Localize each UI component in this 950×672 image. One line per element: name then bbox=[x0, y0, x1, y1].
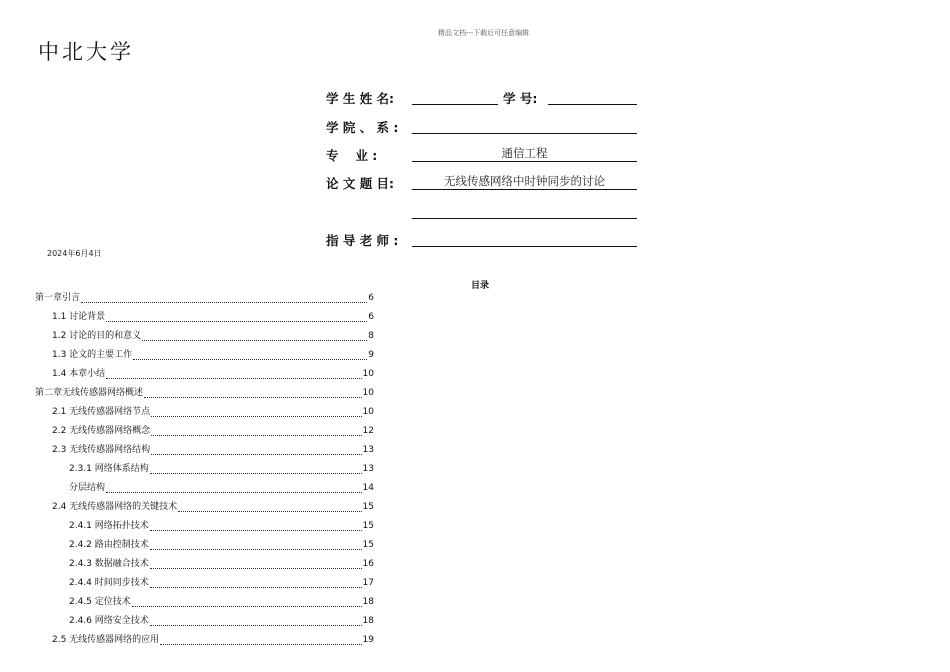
toc-leader-dots bbox=[150, 578, 362, 588]
toc-entry-page: 14 bbox=[362, 483, 374, 493]
toc-leader-dots bbox=[151, 426, 361, 436]
toc-entry-page: 9 bbox=[368, 350, 374, 360]
toc-entry-page: 10 bbox=[362, 369, 374, 379]
toc-entry-page: 15 bbox=[362, 521, 374, 531]
toc-entry-text: 第二章无线传感器网络概述 bbox=[35, 388, 144, 398]
toc-leader-dots bbox=[144, 388, 362, 398]
toc-entry[interactable] bbox=[69, 536, 374, 550]
student-id-field bbox=[548, 89, 637, 105]
toc-entry-text: 2.3.1 网络体系结构 bbox=[69, 464, 149, 474]
toc-entry-page: 6 bbox=[368, 293, 374, 303]
student-id-label: 学 号: bbox=[503, 91, 538, 106]
thesis-title-field: 无线传感网络中时钟同步的讨论 bbox=[412, 174, 637, 190]
toc-entry[interactable] bbox=[69, 479, 374, 493]
toc-entry-page: 13 bbox=[362, 464, 374, 474]
toc-leader-dots bbox=[150, 540, 362, 550]
toc-entry-page: 6 bbox=[368, 312, 374, 322]
toc-entry-text: 分层结构 bbox=[69, 483, 106, 493]
toc-leader-dots bbox=[132, 597, 362, 607]
toc-entry-page: 10 bbox=[362, 388, 374, 398]
toc-entry[interactable] bbox=[52, 365, 374, 379]
toc-entry-text: 1.1 讨论背景 bbox=[52, 312, 106, 322]
toc-entry[interactable] bbox=[35, 384, 374, 398]
toc-leader-dots bbox=[150, 559, 362, 569]
college-field bbox=[412, 118, 637, 134]
toc-entry-page: 13 bbox=[362, 445, 374, 455]
college-label: 学 院 、 系 : bbox=[326, 120, 399, 135]
toc-entry[interactable] bbox=[52, 631, 374, 645]
toc-entry[interactable] bbox=[52, 422, 374, 436]
watermark-text: 精品文档---下载后可任意编辑 bbox=[438, 29, 530, 37]
advisor-field bbox=[412, 231, 637, 247]
toc-entry[interactable] bbox=[69, 593, 374, 607]
toc-entry[interactable] bbox=[52, 327, 374, 341]
student-name-field bbox=[412, 89, 498, 105]
toc-entry-page: 18 bbox=[362, 597, 374, 607]
major-label: 专 业 : bbox=[326, 148, 378, 163]
toc-entry[interactable] bbox=[69, 574, 374, 588]
toc-entry-text: 2.5 无线传感器网络的应用 bbox=[52, 635, 160, 645]
toc-leader-dots bbox=[150, 616, 362, 626]
toc-leader-dots bbox=[81, 293, 367, 303]
toc-leader-dots bbox=[150, 464, 362, 474]
toc-leader-dots bbox=[106, 312, 367, 322]
toc-leader-dots bbox=[133, 350, 367, 360]
toc-entry-page: 12 bbox=[362, 426, 374, 436]
advisor-label: 指 导 老 师 : bbox=[326, 233, 399, 248]
major-field: 通信工程 bbox=[412, 146, 637, 162]
toc-entry-text: 1.2 讨论的目的和意义 bbox=[52, 331, 142, 341]
toc-entry-text: 1.4 本章小结 bbox=[52, 369, 106, 379]
toc-entry-text: 2.4.3 数据融合技术 bbox=[69, 559, 149, 569]
toc-leader-dots bbox=[160, 635, 361, 645]
thesis-title-label: 论 文 题 目: bbox=[326, 176, 395, 191]
toc-entry[interactable] bbox=[52, 441, 374, 455]
toc-entry-text: 2.2 无线传感器网络概念 bbox=[52, 426, 151, 436]
toc-entry-text: 2.1 无线传感器网络节点 bbox=[52, 407, 151, 417]
university-name: 中北大学 bbox=[38, 40, 134, 64]
toc-entry-text: 第一章引言 bbox=[35, 293, 81, 303]
toc-entry[interactable] bbox=[52, 308, 374, 322]
toc-leader-dots bbox=[142, 331, 367, 341]
toc-entry-page: 8 bbox=[368, 331, 374, 341]
toc-entry-text: 2.4.6 网络安全技术 bbox=[69, 616, 149, 626]
toc-entry-page: 18 bbox=[362, 616, 374, 626]
toc-entry-text: 2.4.5 定位技术 bbox=[69, 597, 131, 607]
toc-entry-page: 15 bbox=[362, 502, 374, 512]
toc-entry-page: 19 bbox=[362, 635, 374, 645]
toc-entry-text: 1.3 论文的主要工作 bbox=[52, 350, 133, 360]
toc-leader-dots bbox=[106, 483, 362, 493]
toc-entry-page: 10 bbox=[362, 407, 374, 417]
toc-entry-text: 2.4.1 网络拓扑技术 bbox=[69, 521, 149, 531]
toc-entry-text: 2.3 无线传感器网络结构 bbox=[52, 445, 151, 455]
toc-entry[interactable] bbox=[35, 289, 374, 303]
thesis-title-field-2 bbox=[412, 203, 637, 219]
toc-entry-text: 2.4 无线传感器网络的关键技术 bbox=[52, 502, 178, 512]
toc-entry[interactable] bbox=[69, 460, 374, 474]
student-name-label: 学 生 姓 名: bbox=[326, 91, 395, 106]
toc-leader-dots bbox=[106, 369, 361, 379]
toc-entry-text: 2.4.4 时间同步技术 bbox=[69, 578, 149, 588]
toc-entry-page: 15 bbox=[362, 540, 374, 550]
toc-leader-dots bbox=[178, 502, 361, 512]
toc-entry[interactable] bbox=[69, 555, 374, 569]
toc-entry[interactable] bbox=[69, 612, 374, 626]
toc-leader-dots bbox=[150, 521, 362, 531]
toc-entry-page: 16 bbox=[362, 559, 374, 569]
toc-entry[interactable] bbox=[52, 498, 374, 512]
toc-title: 目录 bbox=[471, 281, 490, 291]
toc-entry[interactable] bbox=[69, 517, 374, 531]
toc-entry-page: 17 bbox=[362, 578, 374, 588]
toc-entry[interactable] bbox=[52, 346, 374, 360]
toc-entry[interactable] bbox=[52, 403, 374, 417]
toc-leader-dots bbox=[151, 445, 361, 455]
toc-leader-dots bbox=[151, 407, 361, 417]
toc-entry-text: 2.4.2 路由控制技术 bbox=[69, 540, 149, 550]
document-date: 2024年6月4日 bbox=[47, 249, 102, 258]
